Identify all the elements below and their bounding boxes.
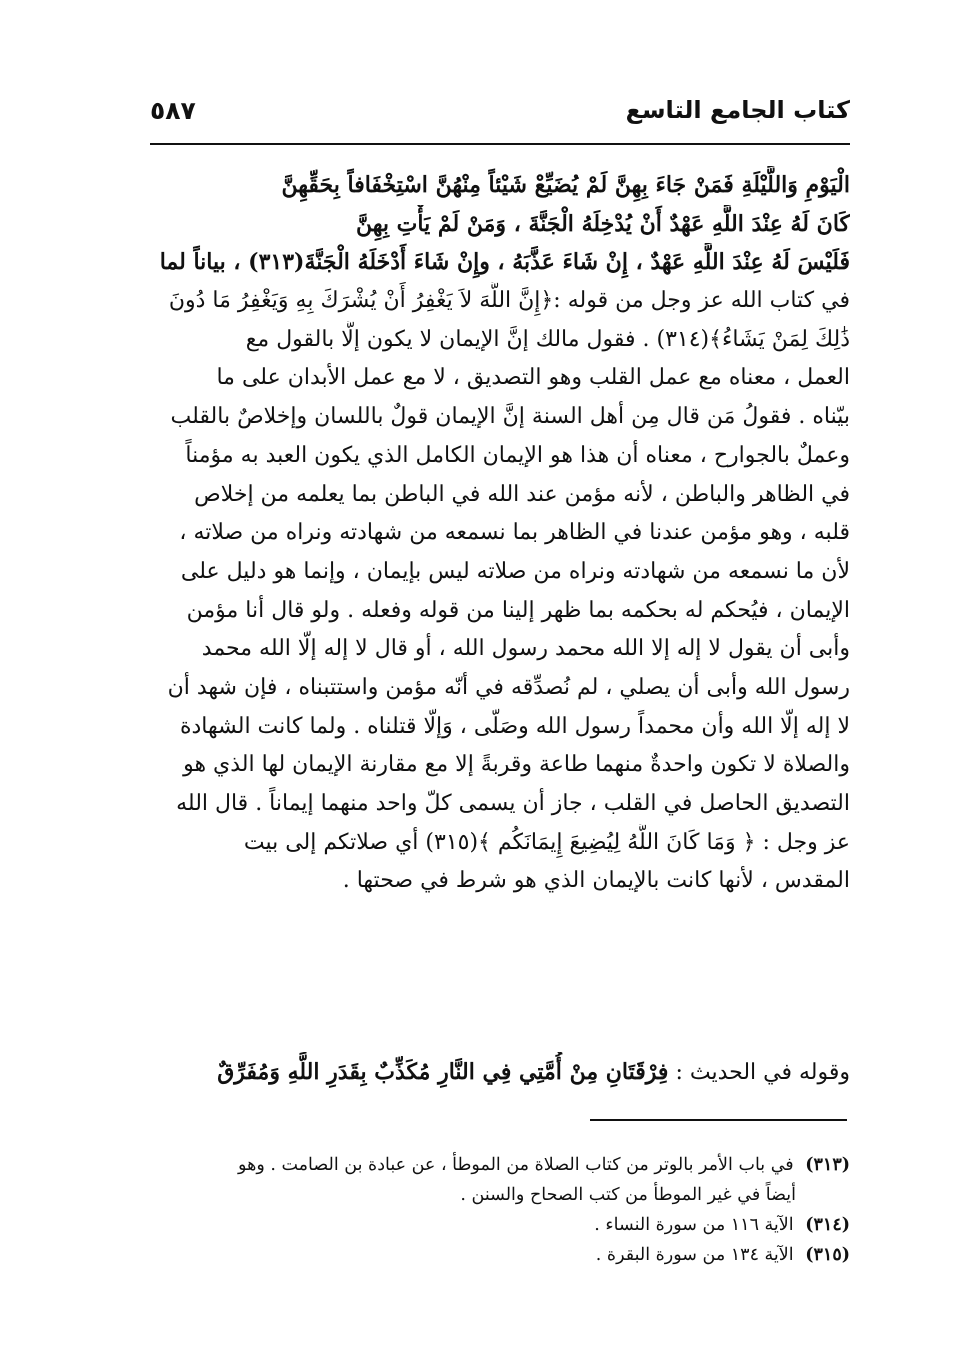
footnote-313-continuation	[150, 1180, 850, 1210]
text-line: عز وجل : ﴿ وَمَا كَانَ اللَّهُ لِيُضِيعَ إِيمَانَكُم ﴾(٣١٥) أي صلاتكم إلى بيت	[243, 829, 850, 855]
text-line: في كتاب الله عز وجل من قوله :﴿إِنَّ اللَّهَ لاَ يَغْفِرُ أَنْ يُشْرَكَ بِهِ وَيَغْفِرُ مَا دُونَ	[168, 288, 850, 314]
footnote-number: (٣١٥)	[805, 1245, 850, 1265]
hadith-intro: وقوله في الحديث :	[675, 1060, 850, 1085]
footnote-314	[150, 1210, 850, 1240]
text-line: ذَٰلِكَ لِمَنْ يَشَاءُ﴾(٣١٤) . فقول مالك إنَّ الإيمان لا يكون إلَّا بالقول مع	[245, 326, 850, 352]
footnote-text: الآية ١٣٤ من سورة البقرة .	[595, 1245, 794, 1265]
hadith-quote: فِرْقَتَانِ مِنْ أُمَّتِي فِي النَّارِ مُكَذِّبٌ بِقَدَرِ اللَّهِ وَمُفَرِّقٌ	[217, 1059, 669, 1085]
text-line: الْيَوْمِ وَاللَّيْلَةِ فَمَنْ جَاءَ بِهِنَّ لَمْ يُضَيِّعْ شَيْئاً مِنْهُنَّ اسْتِخْفَافاً بِحَقِّهِنَّ	[281, 172, 850, 198]
footnote-text: أيضاً في غير الموطأ من كتب الصحاح والسنن .	[460, 1185, 796, 1205]
text-line: بيّناه . فقولُ مَن قال مِن أهل السنة إنَّ الإيمان قولٌ باللسان وإخلاصٌ بالقلب	[170, 404, 850, 430]
text-line: في الظاهر والباطن ، لأنه مؤمن عند الله في الباطن بما يعلمه من إخلاص	[194, 481, 850, 507]
page-number: ٥٨٧	[150, 96, 196, 125]
footnote-rule	[590, 1119, 847, 1121]
text-line: لا إله إلّا الله وأن محمداً رسول الله وصَلّى ، وَإلّا قتلناه . ولما كانت الشهادة	[179, 713, 850, 739]
header-rule	[150, 143, 850, 145]
text-line: كَانَ لَهُ عِنْدَ اللَّهِ عَهْدٌ أَنْ يُدْخِلَهُ الْجَنَّةَ ، وَمَنْ لَمْ يَأْتِ بِهِنَّ	[356, 210, 850, 237]
text-line: الإيمان ، فيُحكم له بحكمه بما ظهر إلينا من قوله وفعله . ولو قال أنا مؤمن	[186, 597, 850, 623]
text-line: وعملٌ بالجوارح ، معناه أن هذا هو الإيمان الكامل الذي يكون العبد به مؤمناً	[185, 442, 850, 468]
main-text	[150, 166, 850, 901]
footnote-315	[150, 1240, 850, 1270]
footnotes	[150, 1150, 850, 1270]
footnote-number: (٣١٤)	[805, 1215, 850, 1235]
footnote-text: في باب الأمر بالوتر من كتاب الصلاة من الموطأ ، عن عبادة بن الصامت . وهو	[238, 1155, 794, 1175]
text-line: لأن ما نسمعه من شهادته ونراه من صلاته ليس بإيمان ، وإنما هو دليل على	[180, 558, 850, 584]
footnote-313	[150, 1150, 850, 1180]
text-line: وأبى أن يقول لا إله إلا الله محمد رسول الله ، أو قال لا إله إلّا الله محمد	[201, 636, 850, 662]
text-line: والصلاة لا تكون واحدةٌ منهما طاعة وقربةً إلا مع مقارنة الإيمان لها الذي هو	[183, 752, 850, 778]
text-line: التصديق الحاصل في القلب ، جاز أن يسمى كلّ واحد منهما إيماناً . قال الله	[176, 791, 850, 816]
text-line: المقدس ، لأنها كانت بالإيمان الذي هو شرط في صحتها .	[342, 868, 850, 894]
footnote-number: (٣١٣)	[805, 1155, 850, 1175]
text-line: العمل ، معناه مع عمل القلب وهو التصديق ، لا مع عمل الأبدان على ما	[216, 365, 850, 391]
footnote-text: الآية ١١٦ من سورة النساء .	[594, 1215, 794, 1235]
page-header	[150, 92, 850, 138]
text-line: قلبه ، وهو مؤمن عندنا في الظاهر بما نسمعه من شهادته ونراه من صلاته ،	[179, 520, 850, 546]
hadith-paragraph	[150, 1052, 850, 1092]
running-head: كتاب الجامع التاسع	[625, 96, 850, 124]
text-line: فَلَيْسَ لَهُ عِنْدَ اللَّهِ عَهْدٌ ، إِنْ شَاءَ عَذَّبَهُ ، وإِنْ شَاءَ أَدْخَلَهُ الْجَنَّةَ(٣١٣) ، بياناً لما	[159, 249, 850, 276]
text-line: رسول الله وأبى أن يصلي ، لم نُصدِّقه في أنّه مؤمن واستتبناه ، فإن شهد أن	[167, 674, 850, 700]
